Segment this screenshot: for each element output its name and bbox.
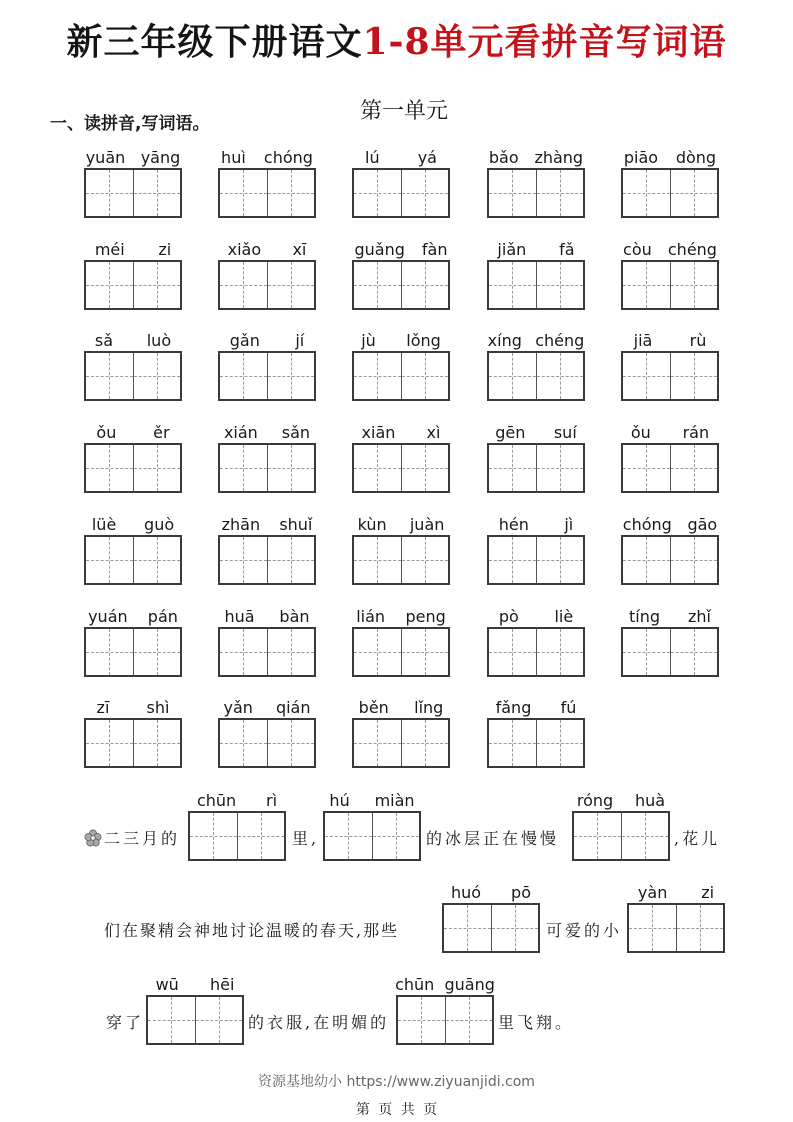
word-item[interactable] [352,693,450,769]
pinyin-syllable: méi [94,240,125,259]
pinyin-syllable: dòng [675,148,717,167]
word-item[interactable] [84,326,182,402]
pinyin-syllable: pán [147,607,178,626]
pinyin-label [346,602,456,626]
writing-cell[interactable] [401,353,449,399]
tianzige-box[interactable] [572,811,670,861]
word-item[interactable] [621,418,719,494]
writing-cell[interactable] [86,262,133,308]
writing-cell[interactable] [220,537,267,583]
writing-cell[interactable] [86,537,133,583]
writing-cell[interactable] [354,353,401,399]
pinyin-syllable: ǒu [630,423,651,442]
writing-cell[interactable] [401,445,449,491]
word-item[interactable] [487,418,585,494]
pinyin-syllable: zi [158,240,172,259]
writing-cell[interactable] [536,170,584,216]
pinyin-syllable: peng [405,607,446,626]
tianzige-box[interactable] [487,535,585,585]
pinyin-syllable: hén [498,515,529,534]
pinyin-label [481,693,591,717]
writing-cell[interactable] [623,445,670,491]
pinyin-syllable: fǎ [559,240,575,259]
pinyin-syllable: lǐng [414,698,444,717]
pinyin-label [481,602,591,626]
answer-box[interactable]: yàn zi [627,878,725,954]
writing-cell[interactable] [354,262,401,308]
pinyin-label [78,418,188,442]
word-item[interactable] [621,510,719,586]
passage-text: 可爱的小 [546,921,623,940]
pinyin-syllable: shì [146,698,170,717]
word-item[interactable] [218,143,316,219]
tianzige-box[interactable] [621,443,719,493]
writing-cell[interactable] [536,262,584,308]
pinyin-syllable: qián [275,698,311,717]
pinyin-syllable: rù [689,331,707,350]
word-item[interactable] [487,235,585,311]
writing-cell[interactable] [670,262,718,308]
pinyin-syllable: xī [292,240,307,259]
writing-cell[interactable] [267,537,315,583]
tianzige-box[interactable] [146,995,244,1045]
tianzige-box[interactable] [188,811,286,861]
writing-cell[interactable] [220,353,267,399]
writing-cell[interactable] [220,629,267,675]
title-highlight: 1-8单元看拼音写词语 [362,21,727,63]
answer-box[interactable]: huó pō [442,878,540,954]
passage-text: 里飞翔。 [498,1013,575,1032]
pinyin-syllable: gēn [495,423,526,442]
pinyin-syllable: ěr [153,423,170,442]
writing-cell[interactable] [354,629,401,675]
word-item[interactable] [487,326,585,402]
pinyin-label [481,510,591,534]
pinyin-label [78,235,188,259]
tianzige-box[interactable] [621,351,719,401]
word-item[interactable] [218,510,316,586]
pinyin-syllable: suí [553,423,577,442]
writing-cell[interactable] [670,445,718,491]
flower-icon [84,829,102,847]
pinyin-label [346,235,456,259]
pinyin-syllable: chéng [535,331,585,350]
pinyin-syllable: sǎ [94,331,113,350]
pinyin-syllable: juàn [409,515,445,534]
pinyin-label [615,602,725,626]
word-item[interactable] [352,602,450,678]
pinyin-label [78,143,188,167]
pinyin-syllable: shuǐ [279,515,313,534]
writing-cell[interactable] [536,720,584,766]
writing-cell[interactable] [401,537,449,583]
word-item[interactable] [84,143,182,219]
footer-page-number: 第 页 共 页 [355,1102,438,1118]
word-item[interactable] [84,510,182,586]
writing-cell[interactable] [267,445,315,491]
writing-cell[interactable] [489,720,536,766]
word-item[interactable] [352,418,450,494]
answer-box[interactable]: róng huà [572,786,670,862]
pinyin-label [212,143,322,167]
passage-text: 的冰层正在慢慢 [426,829,560,848]
tianzige-box[interactable] [84,627,182,677]
tianzige-box[interactable] [487,443,585,493]
writing-cell[interactable] [267,720,315,766]
tianzige-box[interactable] [218,443,316,493]
tianzige-box[interactable] [84,260,182,310]
tianzige-box[interactable] [84,168,182,218]
writing-cell[interactable] [267,629,315,675]
pinyin-syllable: yuān [85,148,126,167]
word-item[interactable] [487,510,585,586]
writing-cell[interactable] [133,537,181,583]
pinyin-syllable: tíng [629,607,661,626]
pinyin-syllable: sǎn [281,423,311,442]
pinyin-syllable: yuán [88,607,128,626]
writing-cell[interactable] [354,537,401,583]
word-item[interactable] [621,235,719,311]
writing-cell[interactable] [354,170,401,216]
pinyin-syllable: chóng [263,148,313,167]
tianzige-box[interactable] [621,260,719,310]
writing-cell[interactable] [86,170,133,216]
word-item[interactable] [352,510,450,586]
pinyin-syllable: zī [96,698,110,717]
pinyin-label [615,326,725,350]
pinyin-label [212,418,322,442]
pinyin-syllable: chéng [667,240,717,259]
passage-text: ,花儿 [674,829,721,848]
pinyin-syllable: xíng [487,331,522,350]
pinyin-syllable: guò [144,515,175,534]
pinyin-label [481,418,591,442]
pinyin-label [78,510,188,534]
writing-cell[interactable] [489,445,536,491]
writing-cell[interactable] [267,170,315,216]
answer-box[interactable]: wū hēi [146,970,244,1046]
tianzige-box[interactable] [352,443,450,493]
word-item[interactable] [218,693,316,769]
pinyin-syllable: fǎng [495,698,532,717]
tianzige-box[interactable] [84,718,182,768]
writing-cell[interactable] [489,353,536,399]
pinyin-syllable: bàn [279,607,310,626]
writing-cell[interactable] [86,720,133,766]
tianzige-box[interactable] [352,627,450,677]
writing-cell[interactable] [354,445,401,491]
writing-cell[interactable] [623,537,670,583]
pinyin-syllable: rán [682,423,710,442]
pinyin-label [346,693,456,717]
tianzige-box[interactable] [442,903,540,953]
pinyin-label [615,143,725,167]
pinyin-label [615,235,725,259]
writing-cell[interactable] [220,170,267,216]
pinyin-label [615,510,725,534]
pinyin-syllable: gāo [687,515,718,534]
pinyin-label [78,602,188,626]
pinyin-label [212,510,322,534]
tianzige-box[interactable] [621,168,719,218]
writing-cell[interactable] [489,537,536,583]
word-item[interactable] [84,235,182,311]
pinyin-syllable: xì [426,423,441,442]
writing-cell[interactable] [623,170,670,216]
word-item[interactable] [621,143,719,219]
pinyin-syllable: piāo [623,148,659,167]
writing-cell[interactable] [267,262,315,308]
tianzige-box[interactable] [218,535,316,585]
pinyin-syllable: yāng [140,148,181,167]
tianzige-box[interactable] [621,627,719,677]
writing-cell[interactable] [133,262,181,308]
word-item[interactable] [352,235,450,311]
tianzige-box[interactable] [352,260,450,310]
tianzige-box[interactable] [84,535,182,585]
pinyin-syllable: yá [417,148,437,167]
tianzige-box[interactable] [487,627,585,677]
writing-cell[interactable] [489,629,536,675]
pinyin-syllable: xiǎo [227,240,262,259]
tianzige-box[interactable] [352,168,450,218]
writing-cell[interactable] [86,353,133,399]
writing-cell[interactable] [623,629,670,675]
pinyin-syllable: zhān [221,515,261,534]
pinyin-label [346,143,456,167]
word-item[interactable] [621,326,719,402]
writing-cell[interactable] [670,353,718,399]
answer-box[interactable]: chūn guāng [396,970,494,1046]
pinyin-label [78,326,188,350]
passage-line-3 [0,970,793,1040]
passage-line-2 [0,878,793,948]
writing-cell[interactable] [489,170,536,216]
tianzige-box[interactable] [487,718,585,768]
word-item[interactable] [487,143,585,219]
writing-cell[interactable] [133,720,181,766]
word-item[interactable] [487,602,585,678]
word-item[interactable] [218,602,316,678]
tianzige-box[interactable] [487,260,585,310]
tianzige-box[interactable] [352,535,450,585]
writing-cell[interactable] [536,353,584,399]
pinyin-syllable: jiǎn [497,240,527,259]
pinyin-syllable: luò [146,331,172,350]
writing-cell[interactable] [86,629,133,675]
tianzige-box[interactable] [352,351,450,401]
pinyin-syllable: běn [358,698,389,717]
pinyin-label [346,510,456,534]
writing-cell[interactable] [623,262,670,308]
pinyin-syllable: xián [223,423,258,442]
writing-cell[interactable] [401,170,449,216]
writing-cell[interactable] [670,629,718,675]
pinyin-syllable: xiān [361,423,396,442]
pinyin-syllable: fú [560,698,577,717]
word-item[interactable] [84,418,182,494]
pinyin-syllable: bǎo [488,148,519,167]
pinyin-label [212,326,322,350]
passage-text: 的衣服,在明媚的 [248,1013,390,1032]
pinyin-syllable: lǒng [406,331,441,350]
pinyin-syllable: chóng [622,515,672,534]
page-title [0,14,793,65]
word-item[interactable] [218,418,316,494]
writing-cell[interactable] [401,629,449,675]
pinyin-syllable: zhàng [534,148,584,167]
pinyin-label [481,143,591,167]
pinyin-syllable: jì [564,515,574,534]
pinyin-syllable: lián [356,607,386,626]
pinyin-label [481,326,591,350]
pinyin-label [212,235,322,259]
pinyin-syllable: huā [224,607,255,626]
writing-cell[interactable] [133,445,181,491]
pinyin-label [346,326,456,350]
passage-line-1 [0,786,793,856]
writing-cell[interactable] [536,445,584,491]
tianzige-box[interactable] [487,351,585,401]
writing-cell[interactable] [220,720,267,766]
word-item[interactable] [218,235,316,311]
tianzige-box[interactable] [396,995,494,1045]
pinyin-label [212,693,322,717]
tianzige-box[interactable] [323,811,421,861]
pinyin-syllable: liè [554,607,574,626]
pinyin-syllable: ǒu [96,423,117,442]
writing-cell[interactable] [489,262,536,308]
answer-box[interactable]: hú miàn [323,786,421,862]
pinyin-syllable: jù [361,331,376,350]
tianzige-box[interactable] [627,903,725,953]
tianzige-box[interactable] [218,718,316,768]
section-heading: 一、读拼音,写词语。 [50,114,210,134]
pinyin-label [346,418,456,442]
answer-box[interactable]: chūn rì [188,786,286,862]
writing-cell[interactable] [267,353,315,399]
pinyin-label [481,235,591,259]
pinyin-label [212,602,322,626]
word-item[interactable] [487,693,585,769]
tianzige-box[interactable] [218,260,316,310]
writing-cell[interactable] [401,262,449,308]
footer-site-link[interactable]: 资源基地幼小 https://www.ziyuanjidi.com [258,1074,535,1090]
pinyin-syllable: còu [623,240,652,259]
pinyin-syllable: lüè [91,515,117,534]
writing-cell[interactable] [133,170,181,216]
word-item[interactable] [352,143,450,219]
pinyin-syllable: gǎn [229,331,260,350]
pinyin-syllable: kùn [357,515,387,534]
pinyin-label [615,418,725,442]
tianzige-box[interactable] [487,168,585,218]
word-item[interactable] [621,602,719,678]
pinyin-syllable: guǎng [354,240,405,259]
writing-cell[interactable] [86,445,133,491]
tianzige-box[interactable] [218,627,316,677]
tianzige-box[interactable] [84,351,182,401]
title-main: 新三年级下册语文 [66,21,363,63]
writing-cell[interactable] [623,353,670,399]
writing-cell[interactable] [133,629,181,675]
tianzige-box[interactable] [621,535,719,585]
pinyin-label [78,693,188,717]
pinyin-syllable: lú [365,148,380,167]
writing-cell[interactable] [220,262,267,308]
passage-text: 们在聚精会神地讨论温暖的春天,那些 [104,921,400,940]
pinyin-syllable: pò [498,607,519,626]
writing-cell[interactable] [354,720,401,766]
passage-text: 二三月的 [84,826,180,849]
pinyin-syllable: zhǐ [688,607,711,626]
word-item[interactable] [84,602,182,678]
unit-title: 第一单元 [360,99,449,124]
pinyin-syllable: fàn [421,240,448,259]
pinyin-syllable: huì [221,148,246,167]
writing-cell[interactable] [536,629,584,675]
pinyin-syllable: jiā [633,331,653,350]
passage-text: 里, [292,829,320,848]
writing-cell[interactable] [133,353,181,399]
tianzige-box[interactable] [84,443,182,493]
tianzige-box[interactable] [352,718,450,768]
word-item[interactable] [218,326,316,402]
tianzige-box[interactable] [218,168,316,218]
writing-cell[interactable] [401,720,449,766]
pinyin-syllable: jí [295,331,305,350]
writing-cell[interactable] [670,537,718,583]
writing-cell[interactable] [536,537,584,583]
writing-cell[interactable] [220,445,267,491]
word-item[interactable] [84,693,182,769]
pinyin-syllable: yǎn [223,698,253,717]
writing-cell[interactable] [670,170,718,216]
word-item[interactable] [352,326,450,402]
tianzige-box[interactable] [218,351,316,401]
passage-text: 穿了 [106,1013,145,1032]
